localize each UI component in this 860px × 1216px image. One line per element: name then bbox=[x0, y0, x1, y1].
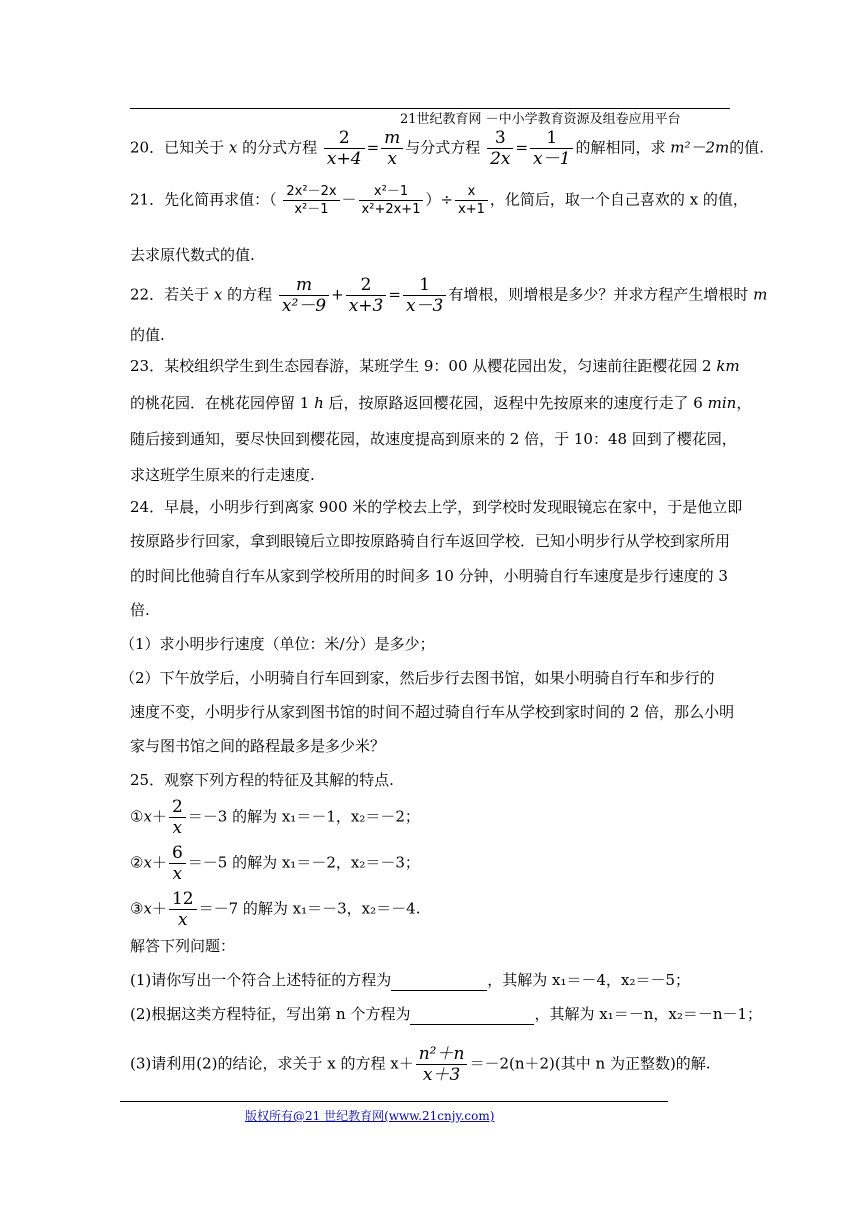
q25-a3-text-a: (3)请利用(2)的结论，求关于 x 的方程 x＋ bbox=[130, 1054, 414, 1073]
q25-e1-den: x bbox=[169, 817, 186, 838]
q20-var: x bbox=[228, 138, 238, 157]
q25-a3-den: x＋3 bbox=[416, 1064, 468, 1085]
q20-eq: = bbox=[366, 138, 380, 157]
q25-a3-fraction bbox=[416, 1044, 468, 1085]
q20-text-1: 已知关于 bbox=[164, 138, 229, 157]
q21-f2-den: x²+2x+1 bbox=[359, 200, 424, 218]
q20-text-3: 与分式方程 bbox=[405, 138, 481, 157]
q20-text-4: 的解相同，求 bbox=[575, 138, 671, 157]
q21-fraction-3 bbox=[455, 183, 488, 218]
q23-unit-min: min bbox=[707, 394, 737, 412]
q23-text-1: 23．某校组织学生到生态园春游，某班学生 9：00 从樱花园出发，匀速前往距樱花园 2 bbox=[130, 357, 717, 375]
q22-line-2: 的值. bbox=[130, 326, 165, 344]
q25-e1-plus: ＋ bbox=[151, 807, 167, 826]
q25-e1-num: 2 bbox=[171, 797, 183, 817]
q25-eq-3 bbox=[130, 889, 420, 930]
q25-e3-num: 12 bbox=[171, 889, 194, 909]
q21-f3-num: x bbox=[467, 184, 476, 199]
q22-var: x bbox=[213, 285, 223, 304]
q23-line-2 bbox=[130, 393, 751, 413]
q21-text-3: ，化简后，取一个自己喜欢的 x 的值， bbox=[489, 190, 748, 209]
q25-answer-2 bbox=[130, 1004, 762, 1025]
q25-e2-plus: ＋ bbox=[151, 853, 167, 872]
q23-text-2a: 的桃花园．在桃花园停留 1 bbox=[130, 394, 315, 412]
q21-f1-num: 2x²－2x bbox=[286, 184, 337, 199]
q22-f2-num: 2 bbox=[360, 275, 372, 295]
q24-line-4: 倍. bbox=[130, 601, 150, 619]
q21-minus: － bbox=[341, 190, 357, 209]
q21-fraction-2 bbox=[359, 183, 424, 218]
q21-f1-den: x²－1 bbox=[283, 200, 339, 218]
q25-a1-blank[interactable] bbox=[391, 970, 487, 991]
q25-e1-x: x bbox=[143, 807, 152, 826]
q23-line-3: 随后接到通知，要尽快回到樱花园，故速度提高到原来的 2 倍，于 10：48 回到了樱花园， bbox=[130, 430, 737, 448]
q25-a3-text-b: ＝－2(n＋2)(其中 n 为正整数)的解. bbox=[469, 1054, 711, 1073]
q20-f4-den: x－1 bbox=[530, 148, 573, 169]
q23-line-1 bbox=[130, 356, 740, 376]
q20-fraction-3 bbox=[487, 128, 513, 169]
q22-number: 22． bbox=[130, 285, 165, 304]
q25-e2-rest: ＝－5 的解为 x₁＝－2，x₂＝－3； bbox=[187, 853, 420, 872]
q23-line-4: 求这班学生原来的行走速度. bbox=[130, 466, 315, 484]
q25-a3-num: n²＋n bbox=[418, 1044, 465, 1064]
q22-plus: + bbox=[331, 285, 344, 304]
q22-f3-den: x－3 bbox=[403, 295, 446, 316]
q25-eq-1 bbox=[130, 797, 420, 838]
q25-e2-fraction bbox=[169, 843, 186, 884]
q20-f1-den: x+4 bbox=[324, 148, 365, 169]
q20-f4-num: 1 bbox=[546, 128, 558, 148]
q24-sub-1: （1）求小明步行速度（单位：米/分）是多少； bbox=[120, 635, 435, 653]
q24-sub-2b: 速度不变，小明步行从家到图书馆的时间不超过骑自行车从学校到家时间的 2 倍，那么小明 bbox=[130, 703, 735, 721]
q23-unit-km: km bbox=[716, 357, 740, 375]
q23-unit-h: h bbox=[314, 394, 324, 412]
q25-answer-3 bbox=[130, 1044, 711, 1085]
q21-f3-den: x+1 bbox=[455, 200, 488, 218]
footer-rule bbox=[120, 1101, 668, 1102]
q25-e2-x: x bbox=[143, 853, 152, 872]
q23-text-2c: ， bbox=[736, 394, 752, 412]
q25-e1-rest: ＝－3 的解为 x₁＝－1，x₂＝－2； bbox=[187, 807, 420, 826]
q25-eq-2 bbox=[130, 843, 420, 884]
q21-text-2: ）÷ bbox=[425, 190, 454, 209]
q25-answer-1 bbox=[130, 970, 690, 991]
q25-e1-fraction bbox=[169, 797, 186, 838]
q25-a1-text-b: ，其解为 x₁＝－4，x₂＝－5； bbox=[487, 971, 691, 989]
q20-fraction-1 bbox=[324, 128, 365, 169]
q20-f3-den: 2x bbox=[487, 148, 513, 169]
q22-f1-den: x²－9 bbox=[279, 295, 329, 316]
q22-var-2: m bbox=[753, 285, 768, 304]
q25-e3-mark: ③ bbox=[130, 899, 144, 918]
q20-number: 20． bbox=[130, 138, 165, 157]
q20-text-2: 的分式方程 bbox=[237, 138, 318, 157]
q25-a1-text-a: (1)请你写出一个符合上述特征的方程为 bbox=[130, 971, 392, 989]
q21-text-1: 先化简再求值：（ bbox=[164, 190, 277, 209]
q24-line-2: 按原路步行回家，拿到眼镜后立即按原路骑自行车返回学校．已知小明步行从学校到家所用 bbox=[130, 532, 731, 550]
q25-e2-num: 6 bbox=[171, 843, 183, 863]
question-22 bbox=[130, 275, 767, 316]
q25-e2-den: x bbox=[169, 863, 186, 884]
q25-intro: 25．观察下列方程的特征及其解的特点. bbox=[130, 771, 394, 789]
q20-expr: m²－2m bbox=[670, 138, 730, 157]
q25-answer-intro: 解答下列问题： bbox=[130, 937, 236, 955]
q25-e3-plus: ＋ bbox=[151, 899, 167, 918]
q25-e1-mark: ① bbox=[130, 807, 144, 826]
q25-e2-mark: ② bbox=[130, 853, 144, 872]
q20-f3-num: 3 bbox=[494, 128, 506, 148]
q22-fraction-2 bbox=[346, 275, 387, 316]
q23-text-2b: 后，按原路返回樱花园，返程中先按原来的速度行走了 6 bbox=[323, 394, 708, 412]
q22-text-2: 的方程 bbox=[222, 285, 273, 304]
q20-f2-den: x bbox=[381, 148, 403, 169]
q22-eq: = bbox=[388, 285, 401, 304]
q20-f2-num: m bbox=[384, 128, 401, 148]
q25-a2-text-b: ，其解为 x₁＝－n，x₂＝－n－1； bbox=[534, 1005, 763, 1023]
q21-f2-num: x²－1 bbox=[373, 184, 409, 199]
q25-e3-den: x bbox=[169, 909, 197, 930]
q20-f1-num: 2 bbox=[338, 128, 350, 148]
q25-a2-blank[interactable] bbox=[410, 1004, 534, 1025]
q22-f3-num: 1 bbox=[419, 275, 431, 295]
q20-text-5: 的值. bbox=[729, 138, 765, 157]
q22-text-1: 若关于 bbox=[164, 285, 214, 304]
q24-sub-2a: （2）下午放学后，小明骑自行车回到家，然后步行去图书馆，如果小明骑自行车和步行的 bbox=[120, 669, 715, 687]
q20-eq-2: = bbox=[515, 138, 529, 157]
header-text: 21世纪教育网 －中小学教育资源及组卷应用平台 bbox=[400, 112, 681, 127]
q22-fraction-1 bbox=[279, 275, 329, 316]
q22-f1-num: m bbox=[295, 275, 313, 295]
q25-a2-text-a: (2)根据这类方程特征，写出第 n 个方程为 bbox=[130, 1005, 411, 1023]
q25-e3-fraction bbox=[169, 889, 197, 930]
q24-line-3: 的时间比他骑自行车从家到学校所用的时间多 10 分钟，小明骑自行车速度是步行速度的 3 bbox=[130, 567, 728, 585]
q22-fraction-3 bbox=[403, 275, 446, 316]
q20-fraction-4 bbox=[530, 128, 573, 169]
q22-text-3: 有增根，则增根是多少？并求方程产生增根时 bbox=[448, 285, 754, 304]
q25-e3-x: x bbox=[143, 899, 152, 918]
q21-line-2: 去求原代数式的值. bbox=[130, 246, 255, 264]
q24-line-1: 24．早晨，小明步行到离家 900 米的学校去上学，到学校时发现眼镜忘在家中，于是他立即 bbox=[130, 498, 743, 516]
q20-fraction-2 bbox=[381, 128, 403, 169]
q25-e3-rest: ＝－7 的解为 x₁＝－3，x₂＝－4. bbox=[198, 899, 421, 918]
q21-fraction-1 bbox=[283, 183, 339, 218]
footer-copyright-link[interactable]: 版权所有@21 世纪教育网(www.21cnjy.com) bbox=[245, 1109, 495, 1123]
question-21 bbox=[130, 183, 748, 218]
q21-number: 21． bbox=[130, 190, 165, 209]
q24-sub-2c: 家与图书馆之间的路程最多是多少米？ bbox=[130, 737, 386, 755]
question-20 bbox=[130, 128, 764, 169]
q22-f2-den: x+3 bbox=[346, 295, 387, 316]
